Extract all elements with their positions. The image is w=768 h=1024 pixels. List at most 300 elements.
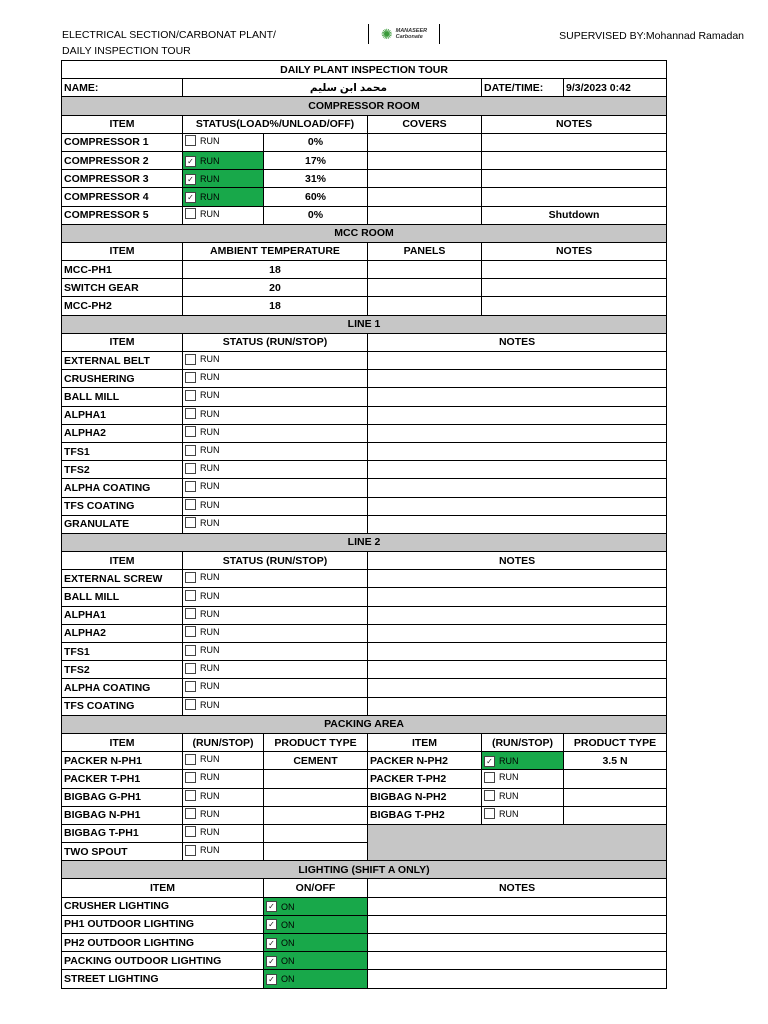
checkbox-label: RUN (200, 572, 220, 583)
unchecked-box-icon[interactable] (185, 845, 196, 856)
line2-run-checkbox[interactable] (185, 699, 220, 710)
packing-run-status[interactable] (183, 788, 264, 806)
compressor-run-checkbox[interactable] (185, 192, 220, 203)
unchecked-box-icon[interactable] (185, 208, 196, 219)
line2-notes[interactable] (368, 697, 667, 715)
unchecked-box-icon[interactable] (185, 354, 196, 365)
line1-row (62, 370, 667, 388)
checked-box-icon[interactable]: ✓ (266, 901, 277, 912)
lighting-on-checkbox[interactable] (266, 901, 295, 912)
empty-shaded-area (368, 824, 667, 860)
packing-item: BIGBAG T-PH1 (62, 824, 183, 842)
checkbox-label: RUN (200, 772, 220, 783)
line1-run-status[interactable] (183, 479, 368, 497)
line1-run-status[interactable] (183, 406, 368, 424)
line1-row (62, 442, 667, 460)
lighting-on-status[interactable] (264, 934, 368, 952)
compressor-load: 0% (264, 206, 368, 224)
packing-run-status[interactable] (183, 824, 264, 842)
unchecked-box-icon[interactable] (185, 445, 196, 456)
line2-row (62, 588, 667, 606)
packing-product-type[interactable]: CEMENT (264, 752, 368, 770)
packing-run-status[interactable] (183, 806, 264, 824)
line2-row (62, 679, 667, 697)
unchecked-box-icon[interactable] (185, 426, 196, 437)
line1-item: GRANULATE (62, 515, 183, 533)
packing-col-header: ITEM (62, 733, 183, 751)
line1-run-status[interactable] (183, 388, 368, 406)
packing-run-checkbox[interactable] (484, 756, 519, 767)
line2-notes[interactable] (368, 624, 667, 642)
line1-run-status[interactable] (183, 515, 368, 533)
unchecked-box-icon[interactable] (185, 699, 196, 710)
compressor-load: 60% (264, 188, 368, 206)
compressor-item: COMPRESSOR 3 (62, 170, 183, 188)
unchecked-box-icon[interactable] (185, 663, 196, 674)
col-header-item: ITEM (62, 879, 264, 897)
packing-product-type[interactable] (264, 824, 368, 842)
header-line-1: ELECTRICAL SECTION/CARBONAT PLANT/ (62, 29, 276, 41)
col-header-item: ITEM (62, 242, 183, 260)
compressor-notes[interactable] (482, 151, 667, 169)
packing-col-header: PRODUCT TYPE (564, 733, 667, 751)
checkbox-label: RUN (200, 590, 220, 601)
compressor-run-checkbox[interactable] (185, 174, 220, 185)
compressor-item: COMPRESSOR 4 (62, 188, 183, 206)
line2-row (62, 606, 667, 624)
packing-run-checkbox[interactable] (484, 808, 519, 819)
unchecked-box-icon[interactable] (185, 572, 196, 583)
unchecked-box-icon[interactable] (185, 772, 196, 783)
checkbox-label: RUN (499, 772, 519, 783)
line1-notes[interactable] (368, 497, 667, 515)
checkbox-label: RUN (499, 790, 519, 801)
checkbox-label: RUN (200, 626, 220, 637)
packing-run-checkbox[interactable] (185, 772, 220, 783)
compressor-item: COMPRESSOR 1 (62, 133, 183, 151)
packing-product-type[interactable]: 3.5 N (564, 752, 667, 770)
unchecked-box-icon[interactable] (185, 499, 196, 510)
packing-col-header: (RUN/STOP) (482, 733, 564, 751)
lighting-item: PH2 OUTDOOR LIGHTING (62, 934, 264, 952)
line2-run-checkbox[interactable] (185, 572, 220, 583)
unchecked-box-icon[interactable] (185, 608, 196, 619)
line2-run-status[interactable] (183, 643, 368, 661)
col-header-item: ITEM (62, 552, 183, 570)
unchecked-box-icon[interactable] (185, 826, 196, 837)
unchecked-box-icon[interactable] (484, 808, 495, 819)
lighting-on-status[interactable] (264, 915, 368, 933)
lighting-notes[interactable] (368, 952, 667, 970)
company-logo (368, 24, 440, 44)
logo-subtext: Carbonate (395, 34, 423, 40)
unchecked-box-icon[interactable] (484, 790, 495, 801)
line1-notes[interactable] (368, 479, 667, 497)
packing-item: BIGBAG N-PH1 (62, 806, 183, 824)
line1-item: ALPHA1 (62, 406, 183, 424)
line1-notes[interactable] (368, 515, 667, 533)
col-header-item: ITEM (62, 115, 183, 133)
checkbox-label: RUN (200, 681, 220, 692)
unchecked-box-icon[interactable] (484, 772, 495, 783)
packing-item: BIGBAG G-PH1 (62, 788, 183, 806)
logo-sunburst-icon: ✺ (380, 26, 393, 42)
line2-run-status[interactable] (183, 606, 368, 624)
col-header-item: ITEM (62, 333, 183, 351)
line2-notes[interactable] (368, 679, 667, 697)
line1-run-status[interactable] (183, 461, 368, 479)
unchecked-box-icon[interactable] (185, 590, 196, 601)
lighting-item: PH1 OUTDOOR LIGHTING (62, 915, 264, 933)
line2-item: ALPHA2 (62, 624, 183, 642)
lighting-notes[interactable] (368, 970, 667, 988)
line2-row (62, 624, 667, 642)
checkbox-label: RUN (499, 756, 519, 767)
packing-run-checkbox[interactable] (185, 754, 220, 765)
lighting-on-checkbox[interactable] (266, 974, 295, 985)
compressor-run-status[interactable] (183, 151, 264, 169)
checkbox-label: RUN (200, 481, 220, 492)
mcc-row (62, 279, 667, 297)
compressor-run-checkbox[interactable] (185, 208, 220, 219)
header-row (62, 242, 667, 260)
mcc-item: SWITCH GEAR (62, 279, 183, 297)
section-header-row (62, 861, 667, 879)
unchecked-box-icon[interactable] (185, 681, 196, 692)
checkbox-label: RUN (200, 499, 220, 510)
packing-run-status[interactable] (482, 788, 564, 806)
supervised-by: SUPERVISED BY:Mohannad Ramadan (559, 30, 744, 42)
checkbox-label: RUN (499, 808, 519, 819)
compressor-run-checkbox[interactable] (185, 156, 220, 167)
header-row (62, 115, 667, 133)
packing-row (62, 806, 667, 824)
line1-notes[interactable] (368, 352, 667, 370)
line2-run-status[interactable] (183, 624, 368, 642)
checkbox-label: RUN (200, 208, 220, 219)
checkbox-label: RUN (200, 463, 220, 474)
compressor-item: COMPRESSOR 5 (62, 206, 183, 224)
line1-run-checkbox[interactable] (185, 517, 220, 528)
line2-run-checkbox[interactable] (185, 608, 220, 619)
packing-run-checkbox[interactable] (185, 790, 220, 801)
unchecked-box-icon[interactable] (185, 517, 196, 528)
lighting-notes[interactable] (368, 934, 667, 952)
line2-row (62, 697, 667, 715)
lighting-on-checkbox[interactable] (266, 919, 295, 930)
line2-run-checkbox[interactable] (185, 590, 220, 601)
compressor-notes[interactable] (482, 133, 667, 151)
lighting-item: CRUSHER LIGHTING (62, 897, 264, 915)
lighting-on-status[interactable] (264, 952, 368, 970)
name-date-row (62, 79, 667, 97)
lighting-row (62, 970, 667, 988)
col-header-temperature: AMBIENT TEMPERATURE (183, 242, 368, 260)
packing-run-checkbox[interactable] (185, 826, 220, 837)
line2-run-status[interactable] (183, 661, 368, 679)
checkbox-label: RUN (200, 754, 220, 765)
packing-col-header: ITEM (368, 733, 482, 751)
packing-item: PACKER T-PH1 (62, 770, 183, 788)
packing-product-type[interactable] (564, 806, 667, 824)
line2-run-checkbox[interactable] (185, 681, 220, 692)
packing-run-checkbox[interactable] (484, 772, 519, 783)
compressor-run-checkbox[interactable] (185, 135, 220, 146)
packing-run-status[interactable] (183, 843, 264, 861)
line1-notes[interactable] (368, 442, 667, 460)
line1-notes[interactable] (368, 424, 667, 442)
compressor-row (62, 188, 667, 206)
col-header-covers: COVERS (368, 115, 482, 133)
section-header-row (62, 224, 667, 242)
unchecked-box-icon[interactable] (185, 408, 196, 419)
packing-item: PACKER T-PH2 (368, 770, 482, 788)
col-header-on-off: ON/OFF (264, 879, 368, 897)
name-value[interactable] (183, 79, 482, 97)
lighting-item: STREET LIGHTING (62, 970, 264, 988)
line1-run-checkbox[interactable] (185, 426, 220, 437)
checkbox-label: RUN (200, 790, 220, 801)
mcc-temperature[interactable]: 20 (183, 279, 368, 297)
mcc-row (62, 297, 667, 315)
checkbox-label: RUN (200, 390, 220, 401)
compressor-covers[interactable] (368, 170, 482, 188)
packing-run-status[interactable] (183, 752, 264, 770)
line1-notes[interactable] (368, 461, 667, 479)
packing-run-checkbox[interactable] (185, 808, 220, 819)
lighting-row (62, 897, 667, 915)
checked-box-icon[interactable]: ✓ (266, 974, 277, 985)
line1-run-status[interactable] (183, 352, 368, 370)
packing-product-type[interactable] (564, 770, 667, 788)
compressor-covers[interactable] (368, 206, 482, 224)
mcc-notes[interactable] (482, 297, 667, 315)
line1-run-status[interactable] (183, 442, 368, 460)
mcc-panels[interactable] (368, 261, 482, 279)
compressor-section-title: COMPRESSOR ROOM (62, 97, 667, 115)
mcc-temperature[interactable]: 18 (183, 261, 368, 279)
line1-item: CRUSHERING (62, 370, 183, 388)
unchecked-box-icon[interactable] (185, 481, 196, 492)
line1-run-checkbox[interactable] (185, 481, 220, 492)
line1-notes[interactable] (368, 388, 667, 406)
line2-notes[interactable] (368, 570, 667, 588)
line2-notes[interactable] (368, 606, 667, 624)
compressor-load: 31% (264, 170, 368, 188)
packing-row (62, 770, 667, 788)
page-title: DAILY PLANT INSPECTION TOUR (62, 61, 667, 79)
col-header-status: STATUS (RUN/STOP) (183, 333, 368, 351)
line2-item: TFS2 (62, 661, 183, 679)
lighting-on-checkbox[interactable] (266, 956, 295, 967)
col-header-notes: NOTES (482, 115, 667, 133)
col-header-panels: PANELS (368, 242, 482, 260)
compressor-covers[interactable] (368, 133, 482, 151)
line1-run-status[interactable] (183, 370, 368, 388)
checkbox-label: RUN (200, 663, 220, 674)
date-label: DATE/TIME: (482, 79, 564, 97)
col-header-status: STATUS(LOAD%/UNLOAD/OFF) (183, 115, 368, 133)
compressor-run-status[interactable] (183, 170, 264, 188)
line2-run-status[interactable] (183, 588, 368, 606)
line1-run-checkbox[interactable] (185, 463, 220, 474)
compressor-row (62, 133, 667, 151)
mcc-panels[interactable] (368, 279, 482, 297)
line2-run-status[interactable] (183, 697, 368, 715)
unchecked-box-icon[interactable] (185, 808, 196, 819)
checkbox-label: RUN (200, 174, 220, 185)
lighting-section-title: LIGHTING (SHIFT A ONLY) (62, 861, 667, 879)
lighting-on-status[interactable] (264, 897, 368, 915)
packing-product-type[interactable] (564, 788, 667, 806)
checked-box-icon[interactable]: ✓ (266, 919, 277, 930)
compressor-row (62, 206, 667, 224)
compressor-row (62, 151, 667, 169)
compressor-run-status[interactable] (183, 133, 264, 151)
packing-product-type[interactable] (264, 806, 368, 824)
checkbox-label: RUN (200, 699, 220, 710)
section-header-row (62, 315, 667, 333)
packing-run-checkbox[interactable] (185, 845, 220, 856)
packing-product-type[interactable] (264, 770, 368, 788)
date-value[interactable]: 9/3/2023 0:42 (564, 79, 667, 97)
checkbox-label: ON (281, 901, 295, 912)
checked-box-icon[interactable]: ✓ (185, 156, 196, 167)
line2-run-checkbox[interactable] (185, 663, 220, 674)
checked-box-icon[interactable]: ✓ (266, 938, 277, 949)
line2-run-status[interactable] (183, 679, 368, 697)
lighting-row (62, 952, 667, 970)
line2-run-status[interactable] (183, 570, 368, 588)
logo-text: MANASEER (395, 28, 428, 34)
document-header-left (62, 27, 276, 59)
line2-run-checkbox[interactable] (185, 626, 220, 637)
lighting-item: PACKING OUTDOOR LIGHTING (62, 952, 264, 970)
line2-run-checkbox[interactable] (185, 645, 220, 656)
compressor-notes[interactable] (482, 170, 667, 188)
packing-run-status[interactable] (482, 770, 564, 788)
lighting-on-status[interactable] (264, 970, 368, 988)
compressor-covers[interactable] (368, 151, 482, 169)
compressor-load: 17% (264, 151, 368, 169)
checkbox-label: RUN (200, 156, 220, 167)
packing-product-type[interactable] (264, 788, 368, 806)
lighting-notes[interactable] (368, 897, 667, 915)
compressor-load: 0% (264, 133, 368, 151)
line1-section-title: LINE 1 (62, 315, 667, 333)
unchecked-box-icon[interactable] (185, 790, 196, 801)
line2-item: ALPHA COATING (62, 679, 183, 697)
unchecked-box-icon[interactable] (185, 135, 196, 146)
line1-item: EXTERNAL BELT (62, 352, 183, 370)
unchecked-box-icon[interactable] (185, 645, 196, 656)
line1-item: ALPHA COATING (62, 479, 183, 497)
compressor-covers[interactable] (368, 188, 482, 206)
compressor-notes[interactable]: Shutdown (482, 206, 667, 224)
unchecked-box-icon[interactable] (185, 463, 196, 474)
line1-run-checkbox[interactable] (185, 445, 220, 456)
line1-run-checkbox[interactable] (185, 372, 220, 383)
compressor-notes[interactable] (482, 188, 667, 206)
line1-notes[interactable] (368, 370, 667, 388)
col-header-notes: NOTES (482, 242, 667, 260)
line1-run-status[interactable] (183, 497, 368, 515)
unchecked-box-icon[interactable] (185, 626, 196, 637)
checked-box-icon[interactable]: ✓ (484, 756, 495, 767)
col-header-notes: NOTES (368, 333, 667, 351)
packing-run-checkbox[interactable] (484, 790, 519, 801)
checkbox-label: RUN (200, 845, 220, 856)
mcc-panels[interactable] (368, 297, 482, 315)
packing-product-type[interactable] (264, 843, 368, 861)
checkbox-label: ON (281, 919, 295, 930)
line2-notes[interactable] (368, 643, 667, 661)
lighting-notes[interactable] (368, 915, 667, 933)
line1-run-checkbox[interactable] (185, 408, 220, 419)
line1-run-status[interactable] (183, 424, 368, 442)
line2-notes[interactable] (368, 588, 667, 606)
unchecked-box-icon[interactable] (185, 754, 196, 765)
mcc-notes[interactable] (482, 261, 667, 279)
checkbox-label: RUN (200, 608, 220, 619)
line1-row (62, 515, 667, 533)
name-label: NAME: (62, 79, 183, 97)
line2-item: EXTERNAL SCREW (62, 570, 183, 588)
checked-box-icon[interactable]: ✓ (185, 174, 196, 185)
mcc-notes[interactable] (482, 279, 667, 297)
compressor-run-status[interactable] (183, 206, 264, 224)
line2-row (62, 661, 667, 679)
line2-notes[interactable] (368, 661, 667, 679)
line1-row (62, 424, 667, 442)
unchecked-box-icon[interactable] (185, 390, 196, 401)
line1-notes[interactable] (368, 406, 667, 424)
packing-run-status[interactable] (482, 752, 564, 770)
checkbox-label: RUN (200, 135, 220, 146)
compressor-run-status[interactable] (183, 188, 264, 206)
mcc-temperature[interactable]: 18 (183, 297, 368, 315)
mcc-item: MCC-PH1 (62, 261, 183, 279)
unchecked-box-icon[interactable] (185, 372, 196, 383)
line1-row (62, 352, 667, 370)
line1-row (62, 388, 667, 406)
checkbox-label: RUN (200, 426, 220, 437)
packing-row (62, 752, 667, 770)
packing-run-status[interactable] (482, 806, 564, 824)
checkbox-label: RUN (200, 808, 220, 819)
lighting-row (62, 934, 667, 952)
compressor-item: COMPRESSOR 2 (62, 151, 183, 169)
lighting-on-checkbox[interactable] (266, 938, 295, 949)
packing-run-status[interactable] (183, 770, 264, 788)
line2-item: TFS1 (62, 643, 183, 661)
checkbox-label: RUN (200, 826, 220, 837)
line1-run-checkbox[interactable] (185, 354, 220, 365)
checked-box-icon[interactable]: ✓ (185, 192, 196, 203)
section-header-row (62, 533, 667, 551)
header-line-2: DAILY INSPECTION TOUR (62, 45, 191, 57)
checked-box-icon[interactable]: ✓ (266, 956, 277, 967)
packing-section-title: PACKING AREA (62, 715, 667, 733)
lighting-row (62, 915, 667, 933)
compressor-row (62, 170, 667, 188)
line1-run-checkbox[interactable] (185, 390, 220, 401)
line2-row (62, 643, 667, 661)
line1-item: TFS1 (62, 442, 183, 460)
line1-run-checkbox[interactable] (185, 499, 220, 510)
col-header-notes: NOTES (368, 552, 667, 570)
line1-row (62, 406, 667, 424)
